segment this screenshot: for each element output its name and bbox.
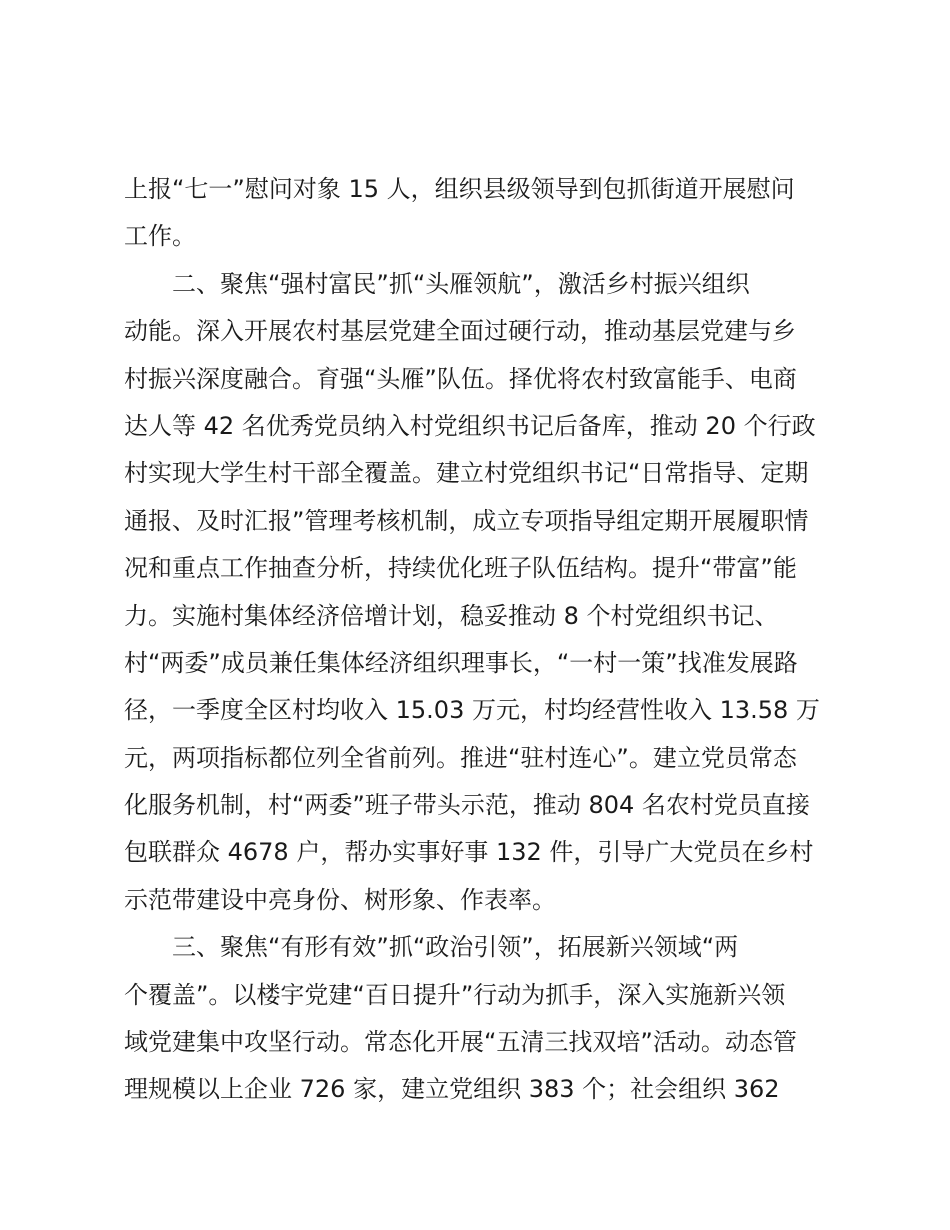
text-line: 通报、及时汇报”管理考核机制，成立专项指导组定期开展履职情 xyxy=(124,506,809,535)
text-line: 域党建集中攻坚行动。常态化开展“五清三找双培”活动。动态管 xyxy=(124,1028,797,1057)
text-line: 达人等 42 名优秀党员纳入村党组织书记后备库，推动 20 个行政 xyxy=(124,411,816,440)
text-line: 示范带建设中亮身份、树形象、作表率。 xyxy=(124,885,556,914)
text-line: 二、聚焦“强村富民”抓“头雁领航”，激活乡村振兴组织 xyxy=(124,269,750,298)
text-line: 力。实施村集体经济倍增计划，稳妥推动 8 个村党组织书记、 xyxy=(124,601,779,630)
text-line: 村振兴深度融合。育强“头雁”队伍。择优将农村致富能手、电商 xyxy=(124,364,797,393)
text-line: 径，一季度全区村均收入 15.03 万元，村均经营性收入 13.58 万 xyxy=(124,696,820,725)
text-line: 上报“七一”慰问对象 15 人，组织县级领导到包抓街道开展慰问 xyxy=(124,175,795,203)
text-line: 元，两项指标都位列全省前列。推进“驻村连心”。建立党员常态 xyxy=(124,743,797,772)
text-line: 理规模以上企业 726 家，建立党组织 383 个；社会组织 362 xyxy=(124,1075,780,1104)
text-line: 村实现大学生村干部全覆盖。建立村党组织书记“日常指导、定期 xyxy=(124,459,809,488)
text-line: 村“两委”成员兼任集体经济组织理事长，“一村一策”找准发展路 xyxy=(124,648,798,677)
text-line: 况和重点工作抽查分析，持续优化班子队伍结构。提升“带富”能 xyxy=(124,554,797,583)
text-line: 动能。深入开展农村基层党建全面过硬行动，推动基层党建与乡 xyxy=(124,317,796,346)
text-line: 工作。 xyxy=(124,222,196,251)
text-line: 化服务机制，村“两委”班子带头示范，推动 804 名农村党员直接 xyxy=(124,791,810,820)
body-text xyxy=(124,166,844,1114)
text-line: 包联群众 4678 户，帮办实事好事 132 件，引导广大党员在乡村 xyxy=(124,838,814,867)
text-line: 三、聚焦“有形有效”抓“政治引领”，拓展新兴领域“两 xyxy=(124,933,739,962)
text-line: 个覆盖”。以楼宇党建“百日提升”行动为抓手，深入实施新兴领 xyxy=(124,980,786,1009)
